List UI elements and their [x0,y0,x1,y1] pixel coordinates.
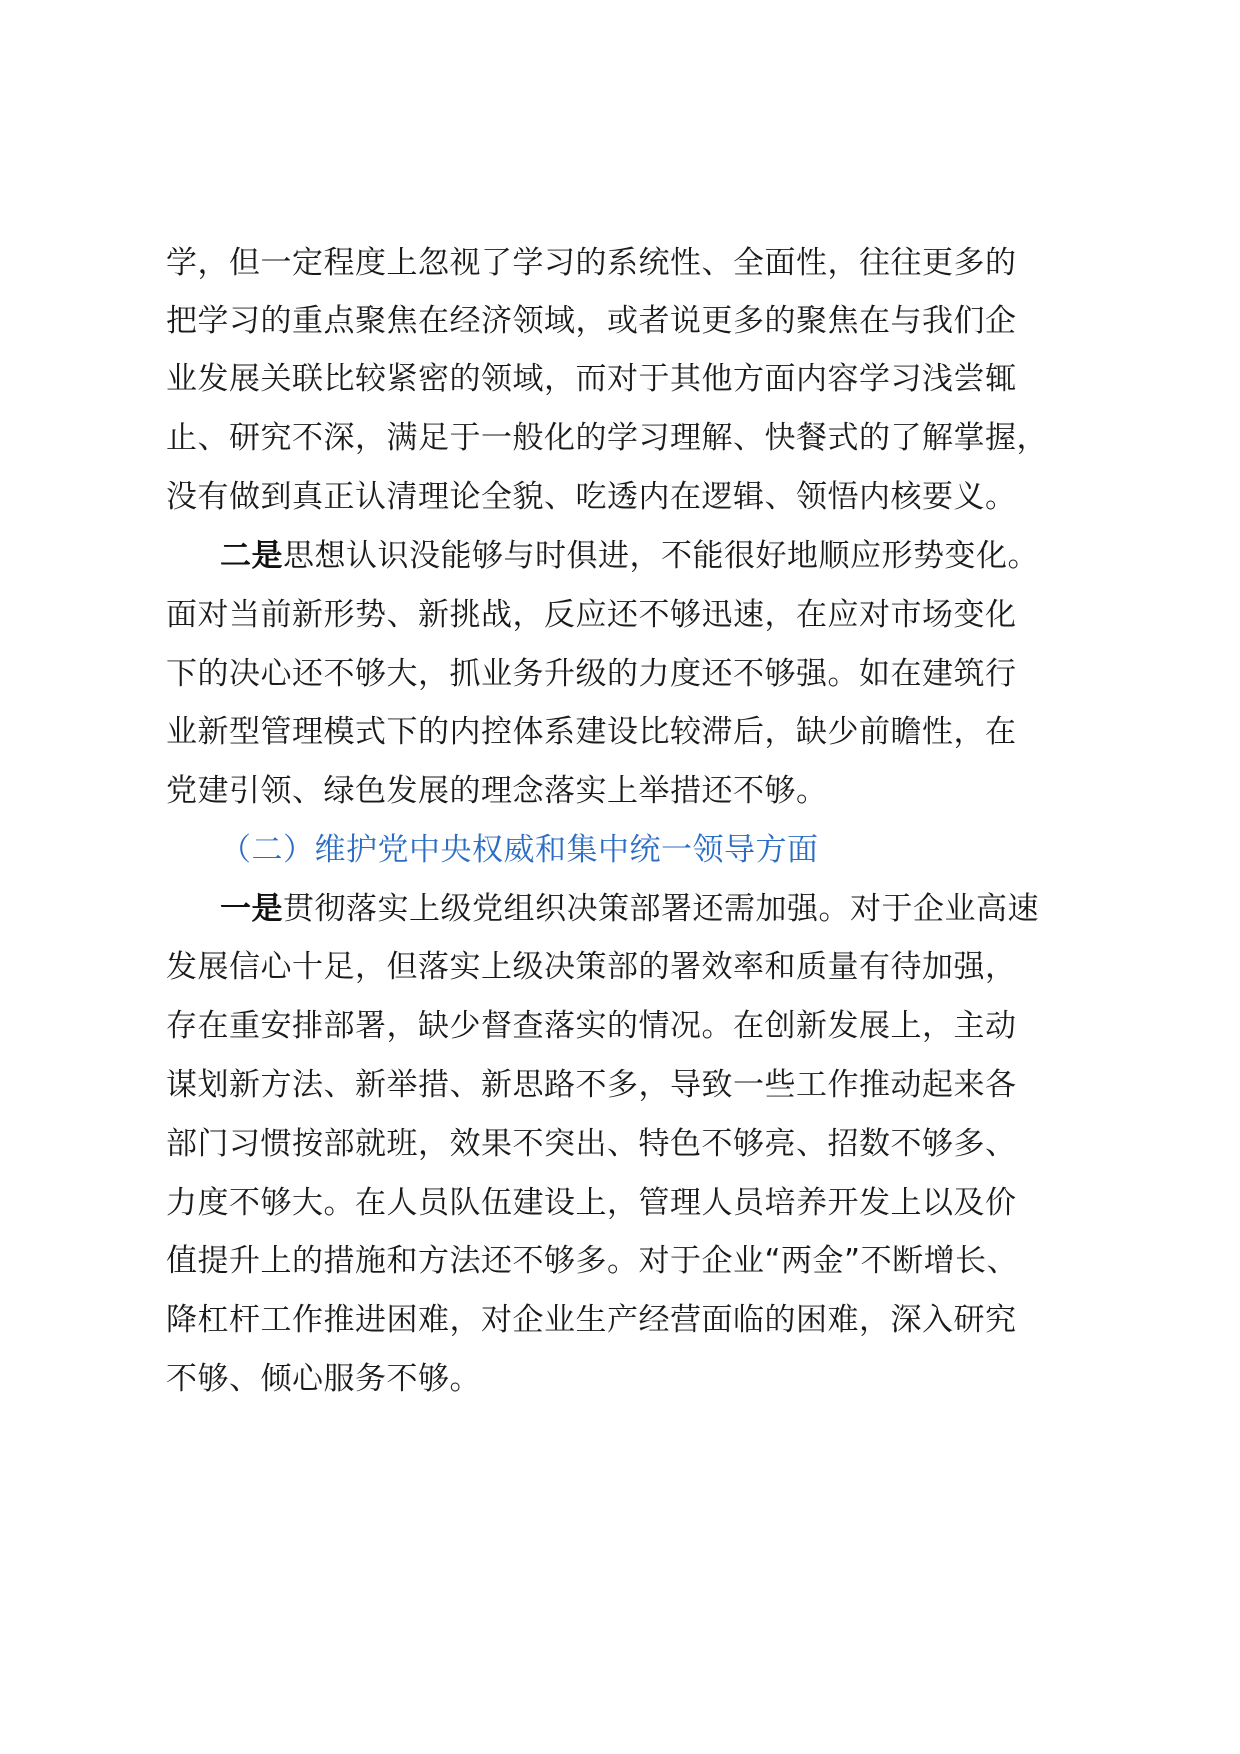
paragraph1-line-2: 把学习的重点聚焦在经济领域，或者说更多的聚焦在与我们企 [166,303,1017,339]
section-heading: （二）维护党中央权威和集中统一领导方面 [220,832,819,868]
paragraph2-line-4: 业新型管理模式下的内控体系建设比较滞后，缺少前瞻性，在 [166,714,1017,750]
paragraph3-line-3: 存在重安排部署，缺少督查落实的情况。在创新发展上，主动 [166,1008,1017,1044]
paragraph3-line-6: 力度不够大。在人员队伍建设上，管理人员培养开发上以及价 [166,1185,1017,1221]
paragraph2-first-line-text: 思想认识没能够与时俱进，不能很好地顺应形势变化。 [283,538,1039,574]
paragraph3-line-9: 不够、倾心服务不够。 [166,1361,481,1397]
paragraph3-line-8: 降杠杆工作推进困难，对企业生产经营面临的困难，深入研究 [166,1302,1017,1338]
paragraph3-first-line-text: 贯彻落实上级党组织决策部署还需加强。对于企业高速 [283,891,1039,927]
paragraph1-line-4: 止、研究不深，满足于一般化的学习理解、快餐式的了解掌握， [166,420,1048,456]
paragraph2-first-line [220,531,1039,581]
paragraph2-line-5: 党建引领、绿色发展的理念落实上举措还不够。 [166,773,828,809]
paragraph1-line-5: 没有做到真正认清理论全貌、吃透内在逻辑、领悟内核要义。 [166,479,1017,515]
paragraph2-line-3: 下的决心还不够大，抓业务升级的力度还不够强。如在建筑行 [166,656,1017,692]
paragraph3-line-5: 部门习惯按部就班，效果不突出、特色不够亮、招数不够多、 [166,1126,1017,1162]
paragraph1-line-1: 学，但一定程度上忽视了学习的系统性、全面性，往往更多的 [166,245,1017,281]
paragraph3-line-7: 值提升上的措施和方法还不够多。对于企业“两金”不断增长、 [166,1243,1019,1279]
paragraph2-line-2: 面对当前新形势、新挑战，反应还不够迅速，在应对市场变化 [166,597,1017,633]
paragraph1-line-3: 业发展关联比较紧密的领域，而对于其他方面内容学习浅尝辄 [166,361,1017,397]
paragraph3-first-line [220,884,1039,934]
paragraph3-line-4: 谋划新方法、新举措、新思路不多，导致一些工作推动起来各 [166,1067,1017,1103]
paragraph3-line-2: 发展信心十足，但落实上级决策部的署效率和质量有待加强， [166,949,1017,985]
paragraph2-lead: 二是 [220,538,283,574]
paragraph3-lead: 一是 [220,891,283,927]
